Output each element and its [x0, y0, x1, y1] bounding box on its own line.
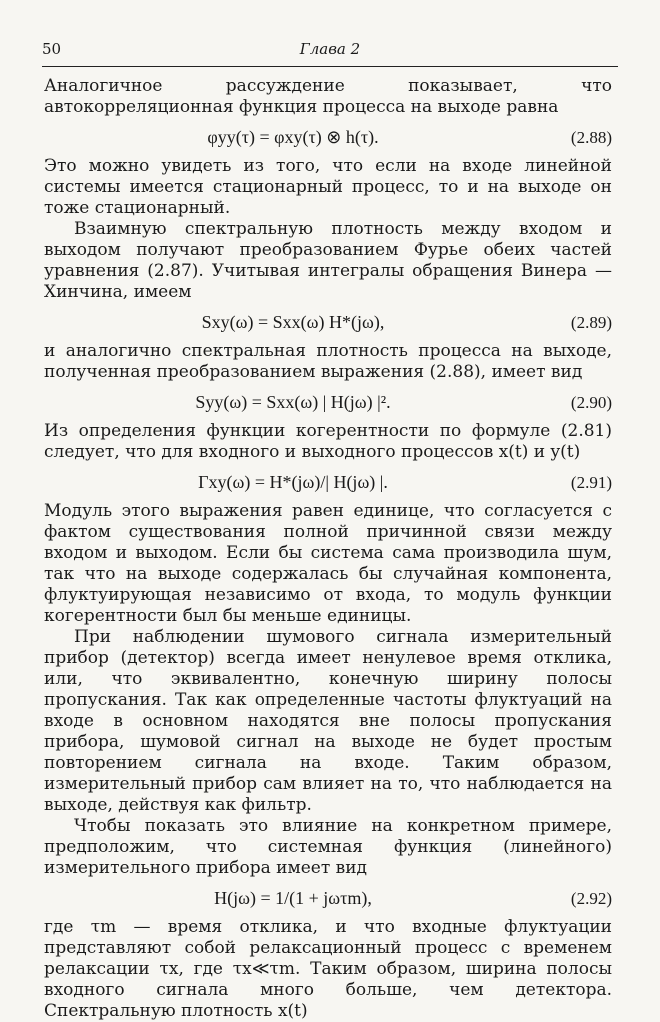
paragraph-2: Это можно увидеть из того, что если на входе линейной системы имеется стационарный процесс, то и на выходе он тоже стационарный. — [44, 156, 612, 218]
equation-2-90 — [44, 385, 612, 419]
equation-formula: Syy(ω) = Sxx(ω) | H(jω) |². — [195, 391, 391, 412]
paragraph-9: где τm — время отклика, и что входные флуктуации представляют собой релаксационный процесс с временем релаксации τx, где τx≪τm. Таким образом, ширина полосы входного сигнала много больше, чем детектора. Спектральную плотность x(t) — [44, 917, 612, 1021]
page-number: 50 — [42, 40, 62, 58]
header-rule — [42, 66, 618, 67]
equation-formula: H(jω) = 1/(1 + jωτm), — [214, 887, 372, 908]
equation-number: (2.90) — [570, 392, 612, 412]
equation-formula: Sxy(ω) = Sxx(ω) H*(jω), — [201, 311, 385, 332]
page-header — [42, 40, 618, 64]
equation-number: (2.91) — [570, 472, 612, 492]
equation-number: (2.92) — [570, 888, 612, 908]
paragraph-4: и аналогично спектральная плотность процесса на выходе, полученная преобразованием выражения (2.88), имеет вид — [44, 341, 612, 382]
equation-formula: Γxy(ω) = H*(jω)/| H(jω) |. — [198, 471, 388, 492]
equation-2-92 — [44, 881, 612, 915]
equation-2-89 — [44, 305, 612, 339]
equation-2-88 — [44, 120, 612, 154]
paragraph-7: При наблюдении шумового сигнала измерительный прибор (детектор) всегда имеет ненулевое время отклика, или, что эквивалентно, конечную ширину полосы пропускания. Так как определенные частоты флуктуаций на входе в основном находятся вне полосы пропускания прибора, шумовой сигнал на выходе не будет простым повторением сигнала на входе. Таким образом, измерительный прибор сам влияет на то, что наблюдается на выходе, действуя как фильтр. — [44, 627, 612, 815]
paragraph-6: Модуль этого выражения равен единице, что согласуется с фактом существования полной причинной связи между входом и выходом. Если бы система сама производила шум, так что на выходе содержалась бы случайная компонента, флуктуирующая независимо от входа, то модуль функции когерентности был бы меньше единицы. — [44, 501, 612, 626]
paragraph-1: Аналогичное рассуждение показывает, что автокорреляционная функция процесса на выходе равна — [44, 76, 612, 117]
paragraph-3: Взаимную спектральную плотность между входом и выходом получают преобразованием Фурье обеих частей уравнения (2.87). Учитывая интегралы обращения Винера — Хинчина, имеем — [44, 219, 612, 302]
chapter-title: Глава 2 — [299, 40, 361, 58]
paragraph-5: Из определения функции когерентности по формуле (2.81) следует, что для входного и выходного процессов x(t) и y(t) — [44, 421, 612, 462]
equation-number: (2.89) — [570, 312, 612, 332]
paragraph-8: Чтобы показать это влияние на конкретном примере, предположим, что системная функция (линейного) измерительного прибора имеет вид — [44, 816, 612, 878]
equation-2-91 — [44, 465, 612, 499]
equation-number: (2.88) — [570, 127, 612, 147]
equation-formula: φyy(τ) = φxy(τ) ⊗ h(τ). — [207, 126, 379, 147]
page-body — [44, 76, 612, 1022]
